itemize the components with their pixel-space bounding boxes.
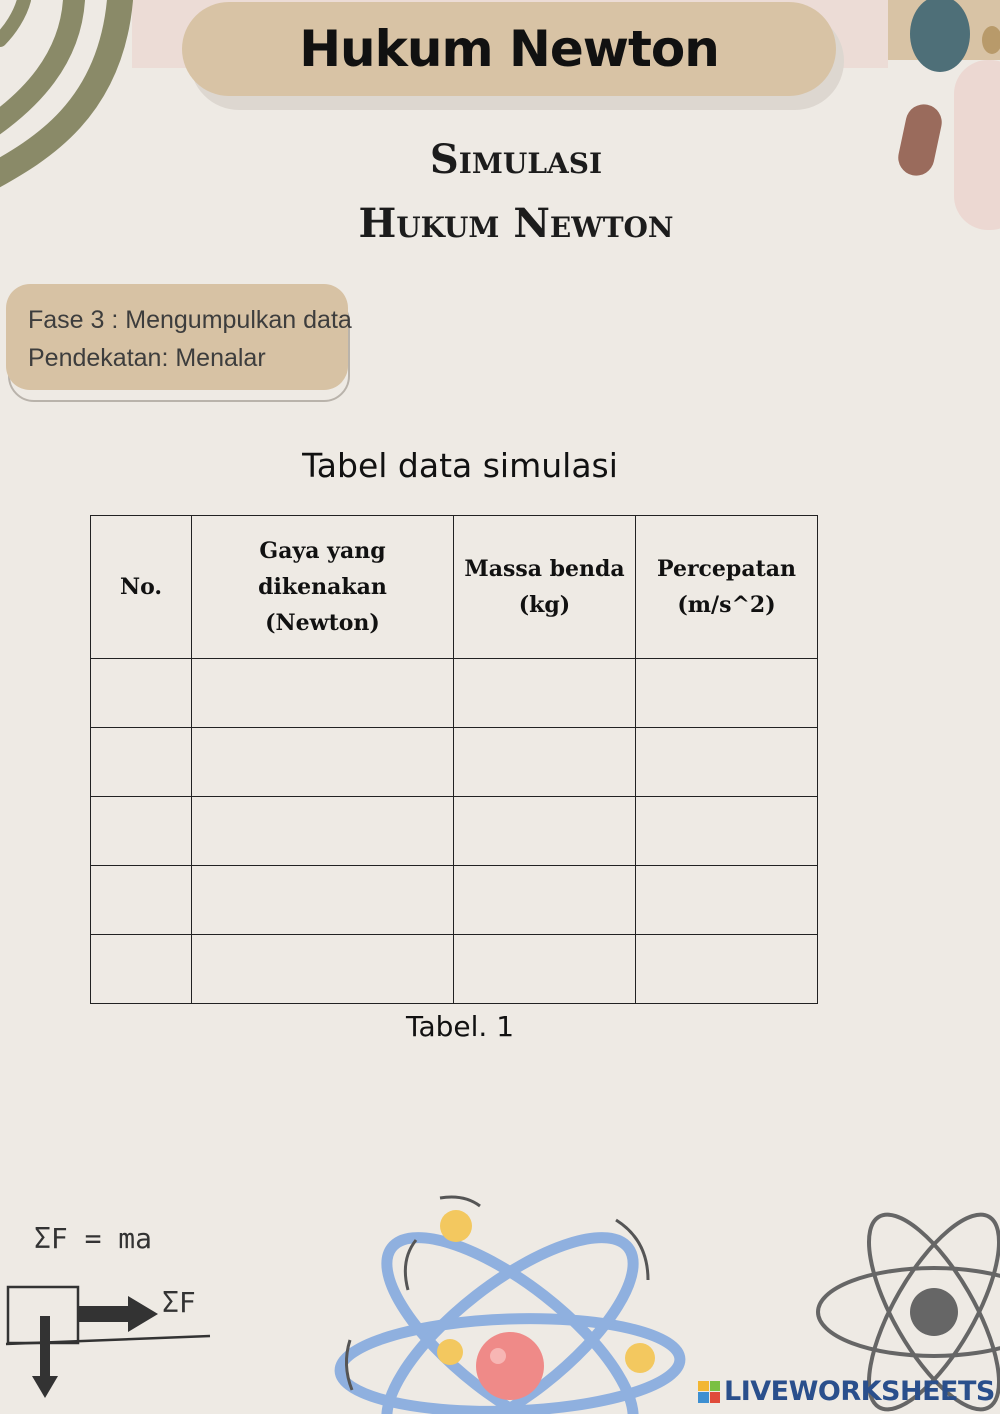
table-cell[interactable] — [192, 866, 454, 935]
data-table — [90, 515, 818, 1004]
atom-icon — [330, 1190, 690, 1414]
watermark-text: LIVEWORKSHEETS — [724, 1376, 995, 1407]
table-cell[interactable] — [454, 728, 636, 797]
table-header-row — [91, 516, 818, 659]
table-caption: Tabel. 1 — [405, 1010, 515, 1043]
table-cell[interactable] — [636, 866, 818, 935]
phase-box — [6, 284, 348, 390]
phase-label: Fase 3 : Mengumpulkan data — [28, 306, 352, 334]
table-cell[interactable] — [636, 728, 818, 797]
table-cell[interactable] — [192, 935, 454, 1004]
table-row — [91, 728, 818, 797]
header-acceleration-text: Percepatan (m/s^2) — [657, 556, 796, 618]
force-label: ΣF — [162, 1286, 196, 1319]
table-cell[interactable] — [636, 659, 818, 728]
table-cell[interactable] — [192, 797, 454, 866]
newton-formula: ΣF = ma — [34, 1222, 153, 1255]
liveworksheets-logo-icon — [698, 1381, 720, 1403]
header-acceleration — [636, 516, 818, 659]
table-row — [91, 797, 818, 866]
header-no: No. — [91, 516, 192, 659]
header-force-text: Gaya yang dikenakan (Newton) — [258, 538, 387, 636]
table-cell[interactable] — [636, 935, 818, 1004]
table-cell[interactable] — [454, 935, 636, 1004]
table-title: Tabel data simulasi — [302, 446, 618, 485]
header-mass-text: Massa benda (kg) — [464, 556, 625, 618]
header-mass — [454, 516, 636, 659]
table-cell[interactable] — [636, 797, 818, 866]
pebbles-decoration — [888, 0, 1000, 240]
table-row — [91, 659, 818, 728]
approach-label: Pendekatan: Menalar — [28, 344, 266, 372]
olive-arcs-decoration — [0, 0, 140, 200]
table-cell[interactable] — [91, 866, 192, 935]
table-cell[interactable] — [454, 659, 636, 728]
table-cell[interactable] — [91, 659, 192, 728]
page-title: Hukum Newton — [299, 20, 719, 78]
header-force — [192, 516, 454, 659]
liveworksheets-watermark — [698, 1376, 995, 1407]
subtitle-line-2: Hukum Newton — [358, 200, 674, 247]
table-cell[interactable] — [454, 866, 636, 935]
table-cell[interactable] — [454, 797, 636, 866]
table-row — [91, 935, 818, 1004]
table-cell[interactable] — [192, 728, 454, 797]
subtitle-line-1: Simulasi — [429, 136, 603, 183]
table-row — [91, 866, 818, 935]
table-cell[interactable] — [91, 935, 192, 1004]
title-banner — [182, 2, 836, 96]
table-cell[interactable] — [91, 797, 192, 866]
table-cell[interactable] — [192, 659, 454, 728]
table-cell[interactable] — [91, 728, 192, 797]
